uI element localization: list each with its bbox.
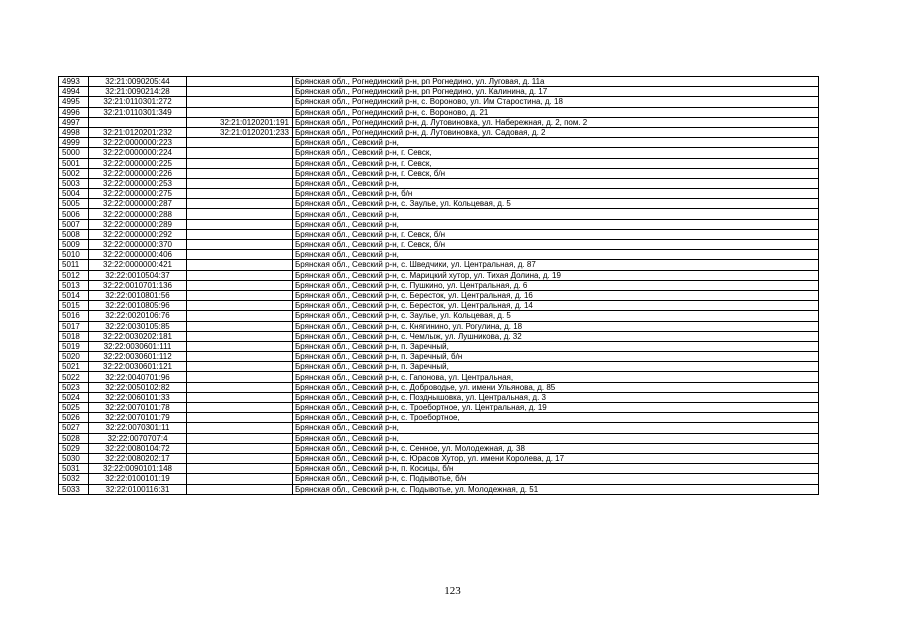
address-cell: Брянская обл., Севский р-н, с. Бересток, ул. Центральная, д. 16: [293, 290, 819, 300]
cadastral-number-cell: 32:22:0000000:223: [89, 138, 187, 148]
address-cell: Брянская обл., Севский р-н, с. Бересток, ул. Центральная, д. 14: [293, 301, 819, 311]
row-number-cell: 4995: [59, 97, 89, 107]
row-number-cell: 5009: [59, 240, 89, 250]
address-cell: Брянская обл., Севский р-н, г. Севск, б/н: [293, 240, 819, 250]
cadastral-number-cell: 32:22:0010701:136: [89, 280, 187, 290]
row-number-cell: 4997: [59, 117, 89, 127]
row-number-cell: 5019: [59, 341, 89, 351]
table-row: [59, 474, 819, 484]
cadastral-number-cell: 32:22:0000000:287: [89, 199, 187, 209]
address-cell: Брянская обл., Севский р-н, г. Севск,: [293, 148, 819, 158]
previous-cadastral-number-cell: [187, 311, 293, 321]
table-row: [59, 392, 819, 402]
table-row: [59, 77, 819, 87]
address-cell: Брянская обл., Севский р-н, с. Княгинино, ул. Рогулина, д. 18: [293, 321, 819, 331]
address-cell: Брянская обл., Севский р-н,: [293, 219, 819, 229]
previous-cadastral-number-cell: [187, 413, 293, 423]
row-number-cell: 5010: [59, 250, 89, 260]
table-row: [59, 321, 819, 331]
previous-cadastral-number-cell: [187, 362, 293, 372]
cadastral-number-cell: 32:22:0060101:33: [89, 392, 187, 402]
table-row: [59, 290, 819, 300]
table-row: [59, 138, 819, 148]
table-row: [59, 270, 819, 280]
table-row: [59, 168, 819, 178]
table-row: [59, 301, 819, 311]
table-row: [59, 484, 819, 494]
table-row: [59, 178, 819, 188]
row-number-cell: 5029: [59, 443, 89, 453]
cadastral-number-cell: 32:22:0090101:148: [89, 464, 187, 474]
previous-cadastral-number-cell: [187, 209, 293, 219]
previous-cadastral-number-cell: [187, 321, 293, 331]
row-number-cell: 5024: [59, 392, 89, 402]
address-cell: Брянская обл., Севский р-н, с. Юрасов Хутор, ул. имени Королева, д. 17: [293, 453, 819, 463]
previous-cadastral-number-cell: [187, 229, 293, 239]
cadastral-number-cell: 32:22:0000000:292: [89, 229, 187, 239]
cadastral-number-cell: 32:22:0100101:19: [89, 474, 187, 484]
previous-cadastral-number-cell: [187, 87, 293, 97]
row-number-cell: 5032: [59, 474, 89, 484]
row-number-cell: 5007: [59, 219, 89, 229]
address-cell: Брянская обл., Рогнединский р-н, д. Лутовиновка, ул. Набережная, д. 2, пом. 2: [293, 117, 819, 127]
row-number-cell: 5022: [59, 372, 89, 382]
row-number-cell: 5004: [59, 189, 89, 199]
previous-cadastral-number-cell: [187, 270, 293, 280]
address-cell: Брянская обл., Севский р-н, с. Марицкий хутор, ул. Тихая Долина, д. 19: [293, 270, 819, 280]
address-cell: Брянская обл., Севский р-н, с. Троебортное,: [293, 413, 819, 423]
table-row: [59, 127, 819, 137]
previous-cadastral-number-cell: [187, 138, 293, 148]
table-row: [59, 423, 819, 433]
cadastral-number-cell: 32:22:0070101:79: [89, 413, 187, 423]
row-number-cell: 4999: [59, 138, 89, 148]
previous-cadastral-number-cell: [187, 97, 293, 107]
row-number-cell: 4993: [59, 77, 89, 87]
address-cell: Брянская обл., Севский р-н,: [293, 423, 819, 433]
row-number-cell: 5025: [59, 403, 89, 413]
row-number-cell: 5002: [59, 168, 89, 178]
cadastral-number-cell: 32:21:0110301:272: [89, 97, 187, 107]
address-cell: Брянская обл., Севский р-н, г. Севск,: [293, 158, 819, 168]
table-row: [59, 382, 819, 392]
address-cell: Брянская обл., Рогнединский р-н, рп Рогнедино, ул. Калинина, д. 17: [293, 87, 819, 97]
table-row: [59, 229, 819, 239]
address-cell: Брянская обл., Севский р-н,: [293, 250, 819, 260]
previous-cadastral-number-cell: [187, 280, 293, 290]
address-cell: Брянская обл., Севский р-н, г. Севск, б/н: [293, 168, 819, 178]
previous-cadastral-number-cell: [187, 77, 293, 87]
previous-cadastral-number-cell: [187, 433, 293, 443]
table-row: [59, 372, 819, 382]
table-row: [59, 148, 819, 158]
previous-cadastral-number-cell: [187, 107, 293, 117]
table-row: [59, 158, 819, 168]
row-number-cell: 5008: [59, 229, 89, 239]
table-row: [59, 240, 819, 250]
address-cell: Брянская обл., Севский р-н, с. Гапонова, ул. Центральная,: [293, 372, 819, 382]
cadastral-number-cell: 32:22:0100116:31: [89, 484, 187, 494]
table-row: [59, 199, 819, 209]
cadastral-number-cell: 32:22:0070301:11: [89, 423, 187, 433]
cadastral-number-cell: 32:22:0040701:96: [89, 372, 187, 382]
table-row: [59, 453, 819, 463]
previous-cadastral-number-cell: 32:21:0120201:233: [187, 127, 293, 137]
cadastral-number-cell: 32:21:0120201:232: [89, 127, 187, 137]
cadastral-number-cell: 32:22:0010504:37: [89, 270, 187, 280]
table-row: [59, 117, 819, 127]
address-cell: Брянская обл., Рогнединский р-н, с. Вороново, д. 21: [293, 107, 819, 117]
page-number: 123: [444, 585, 461, 597]
table-row: [59, 413, 819, 423]
registry-table-body: [59, 77, 819, 495]
cadastral-number-cell: 32:21:0090214:28: [89, 87, 187, 97]
table-row: [59, 280, 819, 290]
row-number-cell: 5030: [59, 453, 89, 463]
cadastral-number-cell: 32:22:0000000:224: [89, 148, 187, 158]
row-number-cell: 5028: [59, 433, 89, 443]
cadastral-number-cell: [89, 117, 187, 127]
previous-cadastral-number-cell: [187, 301, 293, 311]
address-cell: Брянская обл., Севский р-н, п. Заречный,: [293, 362, 819, 372]
row-number-cell: 5013: [59, 280, 89, 290]
table-row: [59, 107, 819, 117]
cadastral-number-cell: 32:22:0000000:406: [89, 250, 187, 260]
cadastral-number-cell: 32:22:0030105:85: [89, 321, 187, 331]
previous-cadastral-number-cell: 32:21:0120201:191: [187, 117, 293, 127]
registry-table: [58, 76, 819, 495]
table-row: [59, 362, 819, 372]
row-number-cell: 4998: [59, 127, 89, 137]
address-cell: Брянская обл., Севский р-н, с. Чемлыж, ул. Лушникова, д. 32: [293, 331, 819, 341]
row-number-cell: 4994: [59, 87, 89, 97]
row-number-cell: 5021: [59, 362, 89, 372]
previous-cadastral-number-cell: [187, 178, 293, 188]
previous-cadastral-number-cell: [187, 453, 293, 463]
row-number-cell: 5017: [59, 321, 89, 331]
previous-cadastral-number-cell: [187, 372, 293, 382]
address-cell: Брянская обл., Севский р-н, п. Косицы, б/н: [293, 464, 819, 474]
address-cell: Брянская обл., Севский р-н,: [293, 433, 819, 443]
previous-cadastral-number-cell: [187, 484, 293, 494]
row-number-cell: 5011: [59, 260, 89, 270]
table-row: [59, 464, 819, 474]
previous-cadastral-number-cell: [187, 423, 293, 433]
row-number-cell: 5012: [59, 270, 89, 280]
cadastral-number-cell: 32:21:0110301:349: [89, 107, 187, 117]
previous-cadastral-number-cell: [187, 341, 293, 351]
row-number-cell: 5027: [59, 423, 89, 433]
address-cell: Брянская обл., Севский р-н, с. Троебортное, ул. Центральная, д. 19: [293, 403, 819, 413]
cadastral-number-cell: 32:22:0030601:112: [89, 352, 187, 362]
cadastral-number-cell: 32:22:0030202:181: [89, 331, 187, 341]
row-number-cell: 5023: [59, 382, 89, 392]
previous-cadastral-number-cell: [187, 168, 293, 178]
cadastral-number-cell: 32:22:0070707:4: [89, 433, 187, 443]
row-number-cell: 5001: [59, 158, 89, 168]
address-cell: Брянская обл., Севский р-н, г. Севск, б/н: [293, 229, 819, 239]
previous-cadastral-number-cell: [187, 382, 293, 392]
table-row: [59, 87, 819, 97]
cadastral-number-cell: 32:22:0010805:96: [89, 301, 187, 311]
cadastral-number-cell: 32:22:0080202:17: [89, 453, 187, 463]
table-row: [59, 403, 819, 413]
address-cell: Брянская обл., Севский р-н, с. Доброводье, ул. имени Ульянова, д. 85: [293, 382, 819, 392]
address-cell: Брянская обл., Севский р-н,: [293, 209, 819, 219]
row-number-cell: 5015: [59, 301, 89, 311]
table-row: [59, 260, 819, 270]
cadastral-number-cell: 32:22:0000000:226: [89, 168, 187, 178]
cadastral-number-cell: 32:22:0000000:275: [89, 189, 187, 199]
row-number-cell: 5016: [59, 311, 89, 321]
previous-cadastral-number-cell: [187, 352, 293, 362]
previous-cadastral-number-cell: [187, 474, 293, 484]
cadastral-number-cell: 32:22:0080104:72: [89, 443, 187, 453]
row-number-cell: 5018: [59, 331, 89, 341]
address-cell: Брянская обл., Севский р-н,: [293, 178, 819, 188]
previous-cadastral-number-cell: [187, 219, 293, 229]
previous-cadastral-number-cell: [187, 260, 293, 270]
table-row: [59, 189, 819, 199]
address-cell: Брянская обл., Севский р-н, п. Заречный, б/н: [293, 352, 819, 362]
previous-cadastral-number-cell: [187, 189, 293, 199]
cadastral-number-cell: 32:22:0000000:370: [89, 240, 187, 250]
cadastral-number-cell: 32:22:0030601:121: [89, 362, 187, 372]
address-cell: Брянская обл., Севский р-н, б/н: [293, 189, 819, 199]
table-row: [59, 97, 819, 107]
previous-cadastral-number-cell: [187, 403, 293, 413]
row-number-cell: 5026: [59, 413, 89, 423]
cadastral-number-cell: 32:22:0000000:289: [89, 219, 187, 229]
address-cell: Брянская обл., Севский р-н, п. Заречный,: [293, 341, 819, 351]
cadastral-number-cell: 32:22:0010801:56: [89, 290, 187, 300]
row-number-cell: 5020: [59, 352, 89, 362]
row-number-cell: 4996: [59, 107, 89, 117]
table-row: [59, 443, 819, 453]
row-number-cell: 5005: [59, 199, 89, 209]
cadastral-number-cell: 32:22:0020106:76: [89, 311, 187, 321]
previous-cadastral-number-cell: [187, 240, 293, 250]
previous-cadastral-number-cell: [187, 148, 293, 158]
address-cell: Брянская обл., Рогнединский р-н, д. Лутовиновка, ул. Садовая, д. 2: [293, 127, 819, 137]
address-cell: Брянская обл., Севский р-н, с. Шведчики, ул. Центральная, д. 87: [293, 260, 819, 270]
cadastral-number-cell: 32:22:0000000:253: [89, 178, 187, 188]
cadastral-number-cell: 32:22:0000000:288: [89, 209, 187, 219]
row-number-cell: 5031: [59, 464, 89, 474]
previous-cadastral-number-cell: [187, 331, 293, 341]
address-cell: Брянская обл., Севский р-н, с. Подывотье, б/н: [293, 474, 819, 484]
previous-cadastral-number-cell: [187, 443, 293, 453]
address-cell: Брянская обл., Севский р-н, с. Позднышовка, ул. Центральная, д. 3: [293, 392, 819, 402]
table-row: [59, 219, 819, 229]
address-cell: Брянская обл., Рогнединский р-н, с. Вороново, ул. Им Старостина, д. 18: [293, 97, 819, 107]
cadastral-number-cell: 32:22:0070101:78: [89, 403, 187, 413]
table-row: [59, 352, 819, 362]
previous-cadastral-number-cell: [187, 290, 293, 300]
cadastral-number-cell: 32:22:0030601:111: [89, 341, 187, 351]
table-row: [59, 311, 819, 321]
previous-cadastral-number-cell: [187, 464, 293, 474]
cadastral-number-cell: 32:21:0090205:44: [89, 77, 187, 87]
address-cell: Брянская обл., Севский р-н, с. Заулье, ул. Кольцевая, д. 5: [293, 311, 819, 321]
row-number-cell: 5003: [59, 178, 89, 188]
address-cell: Брянская обл., Севский р-н, с. Заулье, ул. Кольцевая, д. 5: [293, 199, 819, 209]
table-row: [59, 331, 819, 341]
row-number-cell: 5000: [59, 148, 89, 158]
address-cell: Брянская обл., Севский р-н, с. Пушкино, ул. Центральная, д. 6: [293, 280, 819, 290]
address-cell: Брянская обл., Севский р-н,: [293, 138, 819, 148]
row-number-cell: 5033: [59, 484, 89, 494]
row-number-cell: 5014: [59, 290, 89, 300]
address-cell: Брянская обл., Рогнединский р-н, рп Рогнедино, ул. Луговая, д. 11а: [293, 77, 819, 87]
address-cell: Брянская обл., Севский р-н, с. Сенное, ул. Молодежная, д. 38: [293, 443, 819, 453]
cadastral-number-cell: 32:22:0000000:421: [89, 260, 187, 270]
cadastral-number-cell: 32:22:0050102:82: [89, 382, 187, 392]
previous-cadastral-number-cell: [187, 250, 293, 260]
address-cell: Брянская обл., Севский р-н, с. Подывотье, ул. Молодежная, д. 51: [293, 484, 819, 494]
table-row: [59, 433, 819, 443]
row-number-cell: 5006: [59, 209, 89, 219]
previous-cadastral-number-cell: [187, 392, 293, 402]
previous-cadastral-number-cell: [187, 199, 293, 209]
table-row: [59, 209, 819, 219]
cadastral-number-cell: 32:22:0000000:225: [89, 158, 187, 168]
previous-cadastral-number-cell: [187, 158, 293, 168]
table-row: [59, 341, 819, 351]
table-row: [59, 250, 819, 260]
